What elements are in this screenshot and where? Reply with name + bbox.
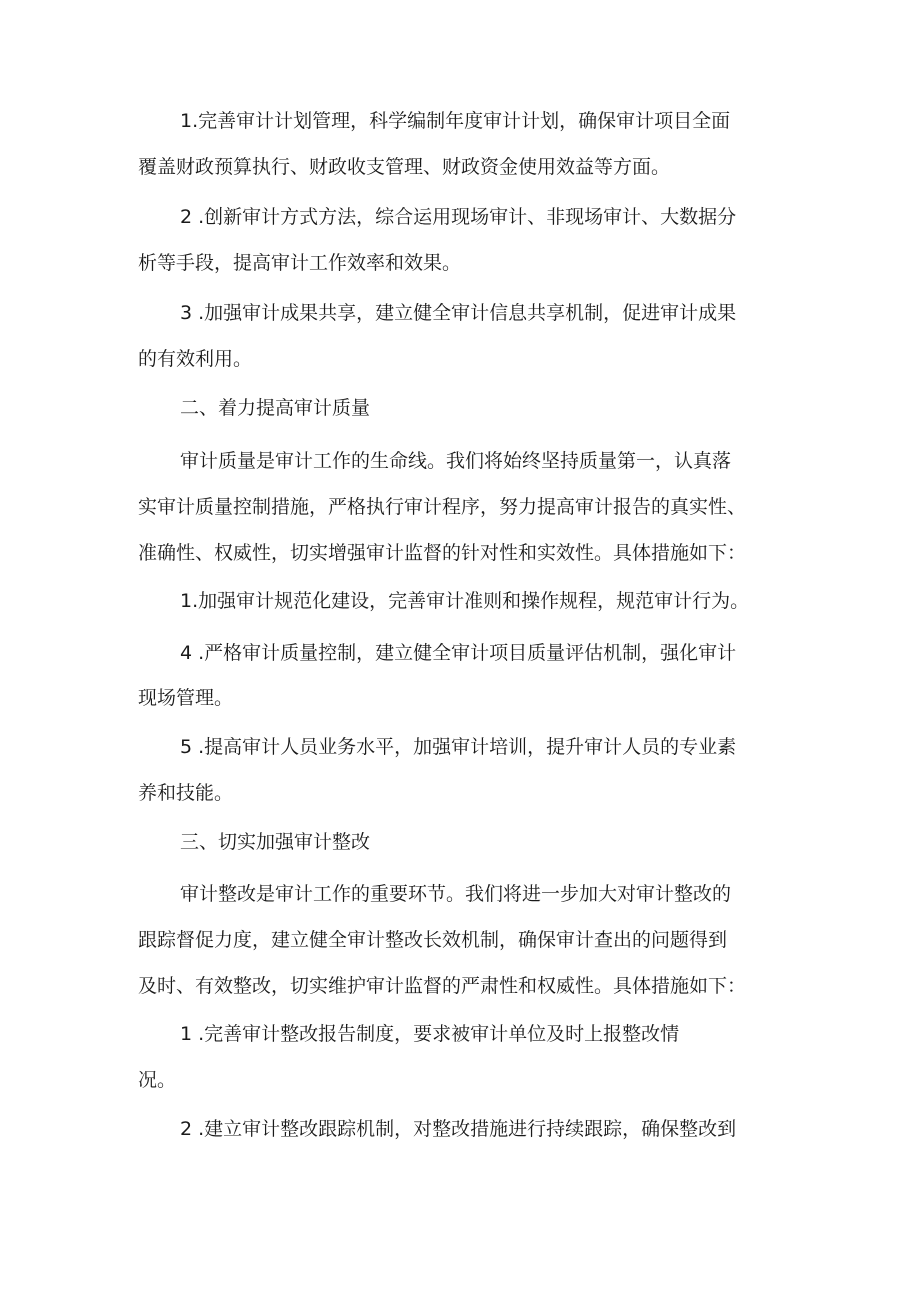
paragraph-line: 覆盖财政预算执行、财政收支管理、财政资金使用效益等方面。 — [138, 156, 671, 178]
paragraph-reporting-system — [138, 1025, 788, 1090]
paragraph-line: 准确性、权威性，切实增强审计监督的针对性和实效性。具体措施如下： — [138, 542, 747, 564]
paragraph-line: 跟踪督促力度，建立健全审计整改长效机制，确保审计查出的问题得到 — [138, 929, 728, 951]
paragraph-line: 4 .严格审计质量控制，建立健全审计项目质量评估机制，强化审计 — [180, 642, 737, 664]
paragraph-line: 1.加强审计规范化建设，完善审计准则和操作规程，规范审计行为。 — [180, 590, 750, 612]
paragraph-line: 实审计质量控制措施，严格执行审计程序，努力提高审计报告的真实性、 — [138, 496, 747, 518]
paragraph-line: 3 .加强审计成果共享，建立健全审计信息共享机制，促进审计成果 — [180, 302, 737, 324]
paragraph-results-sharing — [138, 304, 788, 369]
section-heading-text: 三、切实加强审计整改 — [180, 831, 371, 853]
paragraph-quality-control — [138, 644, 788, 708]
paragraph-plan-management — [138, 112, 788, 177]
paragraph-line: 1 .完善审计整改报告制度，要求被审计单位及时上报整改情 — [180, 1023, 680, 1045]
paragraph-innovate-methods — [138, 208, 788, 273]
paragraph-line: 析等手段，提高审计工作效率和效果。 — [138, 252, 462, 274]
paragraph-line: 审计质量是审计工作的生命线。我们将始终坚持质量第一，认真落 — [180, 450, 732, 472]
paragraph-staff-training — [138, 738, 788, 803]
paragraph-line: 审计整改是审计工作的重要环节。我们将进一步加大对审计整改的 — [180, 883, 732, 905]
section-heading-rectification — [138, 833, 788, 852]
paragraph-line: 5 .提高审计人员业务水平，加强审计培训，提升审计人员的专业素 — [180, 736, 737, 758]
paragraph-standardization — [138, 592, 788, 611]
paragraph-quality-intro — [138, 452, 788, 563]
paragraph-line: 况。 — [138, 1069, 177, 1091]
section-heading-quality — [138, 399, 788, 418]
paragraph-line: 1.完善审计计划管理，科学编制年度审计计划，确保审计项目全面 — [180, 110, 731, 132]
paragraph-line: 及时、有效整改，切实维护审计监督的严肃性和权威性。具体措施如下： — [138, 975, 747, 997]
paragraph-line: 2 .建立审计整改跟踪机制，对整改措施进行持续跟踪，确保整改到 — [180, 1118, 737, 1140]
section-heading-text: 二、着力提高审计质量 — [180, 397, 371, 419]
paragraph-line: 养和技能。 — [138, 782, 234, 804]
paragraph-line: 的有效利用。 — [138, 348, 253, 370]
paragraph-line: 2 .创新审计方式方法，综合运用现场审计、非现场审计、大数据分 — [180, 206, 737, 228]
paragraph-rectification-intro — [138, 885, 788, 996]
paragraph-line: 现场管理。 — [138, 687, 234, 709]
paragraph-tracking-mechanism — [138, 1120, 788, 1139]
